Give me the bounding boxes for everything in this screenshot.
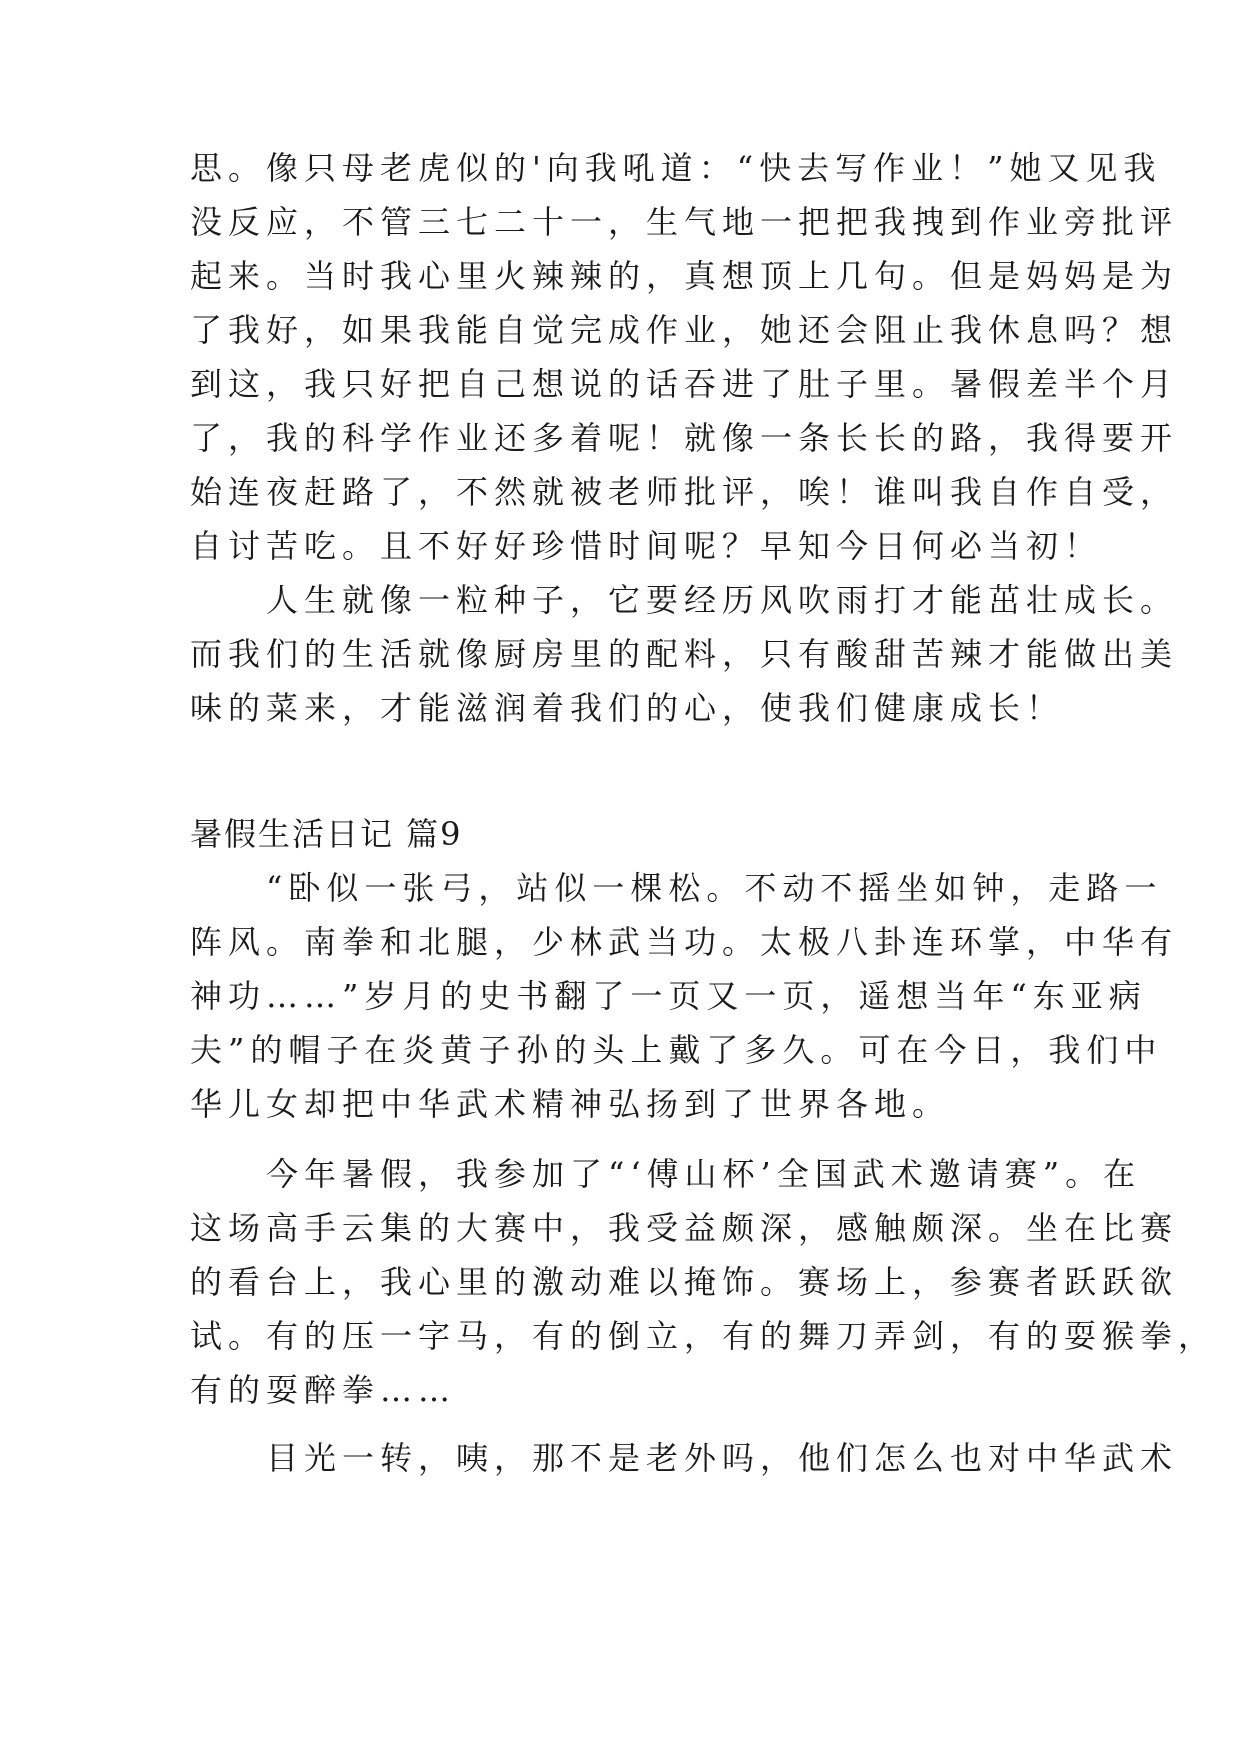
body-text-line: 阵风。南拳和北腿，少林武当功。太极八卦连环掌，中华有	[190, 923, 1179, 961]
body-text-line: 试。有的压一字马，有的倒立，有的舞刀弄剑，有的耍猴拳，	[190, 1317, 1217, 1355]
body-text-line: 而我们的生活就像厨房里的配料，只有酸甜苦辣才能做出美	[190, 635, 1179, 673]
body-text-line: 了我好，如果我能自觉完成作业，她还会阻止我休息吗？想	[190, 311, 1179, 349]
body-text-line: 人生就像一粒种子，它要经历风吹雨打才能茁壮成长。	[190, 581, 1179, 619]
body-text-line: 目光一转，咦，那不是老外吗，他们怎么也对中华武术	[190, 1439, 1179, 1477]
body-text-line: 的看台上，我心里的激动难以掩饰。赛场上，参赛者跃跃欲	[190, 1263, 1179, 1301]
body-text-line: 这场高手云集的大赛中，我受益颇深，感触颇深。坐在比赛	[190, 1209, 1179, 1247]
body-text-line: 了，我的科学作业还多着呢！就像一条长长的路，我得要开	[190, 419, 1179, 457]
body-text-line: 思。像只母老虎似的'向我吼道：“快去写作业！”她又见我	[190, 149, 1162, 187]
body-text-line: “卧似一张弓，站似一棵松。不动不摇坐如钟，走路一	[190, 869, 1163, 907]
body-text-line: 自讨苦吃。且不好好珍惜时间呢？早知今日何必当初！	[190, 527, 1103, 565]
body-text-line: 味的菜来，才能滋润着我们的心，使我们健康成长！	[190, 689, 1065, 727]
body-text-line: 没反应，不管三七二十一，生气地一把把我拽到作业旁批评	[190, 203, 1179, 241]
body-text-line: 神功……”岁月的史书翻了一页又一页，遥想当年“东亚病	[190, 977, 1147, 1015]
entry-heading: 暑假生活日记 篇9	[190, 815, 463, 853]
body-text-line: 华儿女却把中华武术精神弘扬到了世界各地。	[190, 1085, 951, 1123]
body-text-line: 今年暑假，我参加了“‘傅山杯’全国武术邀请赛”。在	[190, 1155, 1142, 1193]
body-text-line: 有的耍醉拳……	[190, 1371, 457, 1409]
body-text-line: 起来。当时我心里火辣辣的，真想顶上几句。但是妈妈是为	[190, 257, 1179, 295]
body-text-line: 到这，我只好把自己想说的话吞进了肚子里。暑假差半个月	[190, 365, 1179, 403]
body-text-line: 始连夜赶路了，不然就被老师批评，唉！谁叫我自作自受，	[190, 473, 1179, 511]
body-text-line: 夫”的帽子在炎黄子孙的头上戴了多久。可在今日，我们中	[190, 1031, 1163, 1069]
